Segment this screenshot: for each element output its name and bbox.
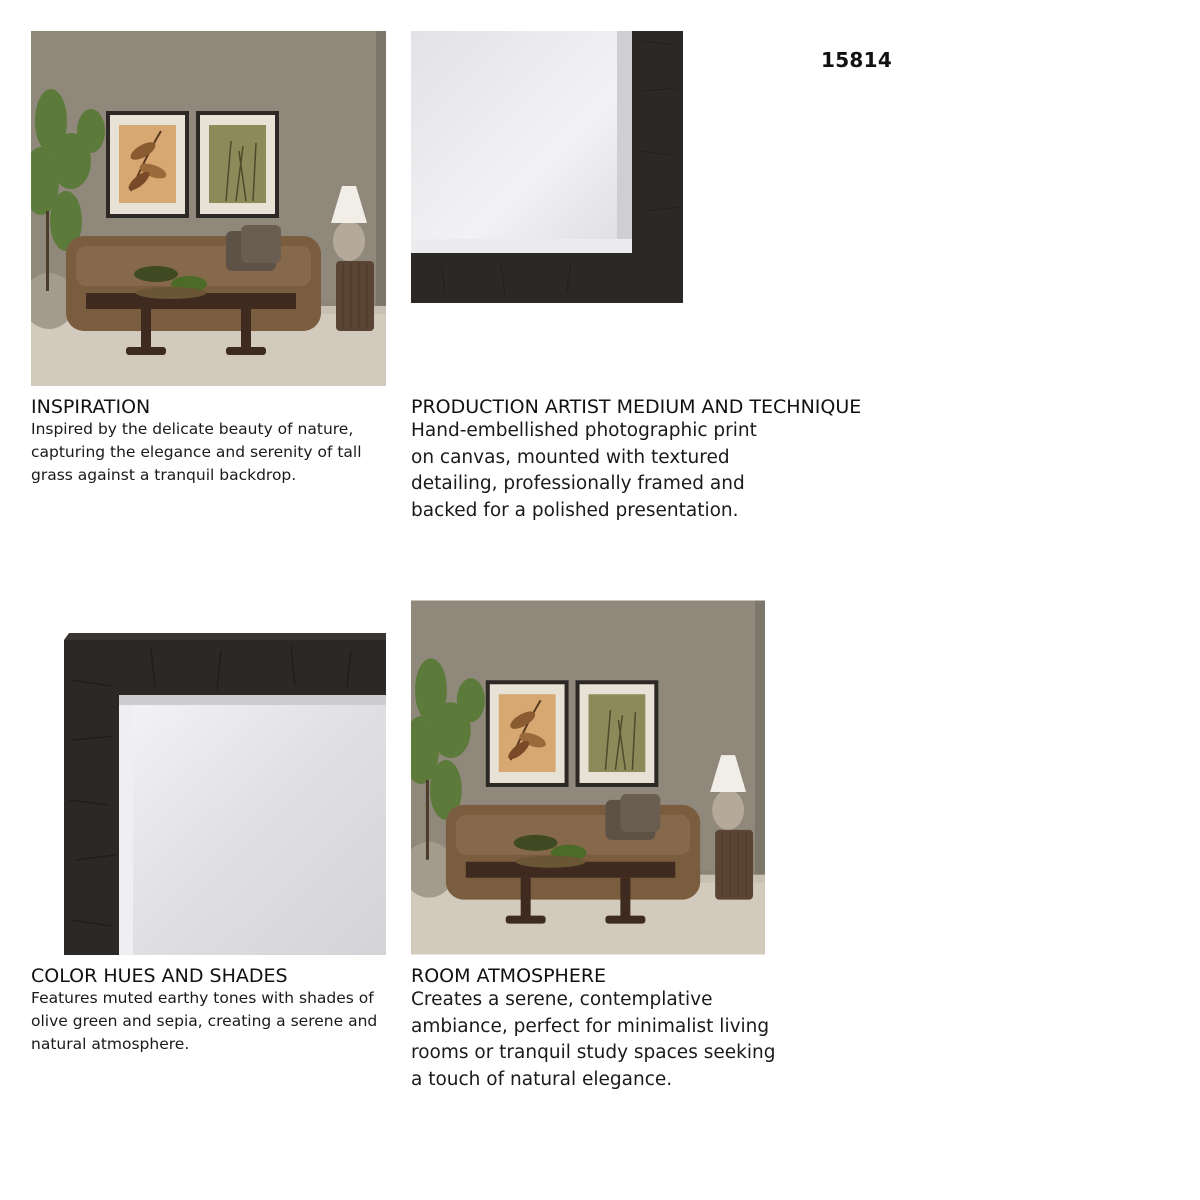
- color-text: [31, 987, 396, 1056]
- room-text: [411, 987, 831, 1093]
- color-heading: COLOR HUES AND SHADES: [31, 965, 288, 987]
- room-scene-photo: [31, 31, 386, 386]
- room-atmosphere-photo: [411, 600, 765, 955]
- room-scene-illustration: [31, 31, 386, 386]
- medium-line: on canvas, mounted with textured: [411, 446, 730, 468]
- frame-closeup-illustration: [31, 600, 386, 955]
- inspiration-line: capturing the elegance and serenity of tall: [31, 443, 362, 461]
- room-atmosphere-illustration: [411, 600, 765, 955]
- frame-corner-closeup-photo: [31, 600, 386, 955]
- frame-corner-photo: [411, 31, 683, 303]
- product-sku: 15814: [821, 48, 893, 72]
- color-line: Features muted earthy tones with shades of: [31, 989, 374, 1007]
- inspiration-heading: INSPIRATION: [31, 396, 151, 418]
- medium-line: Hand-embellished photographic print: [411, 420, 757, 441]
- inspiration-text: [31, 418, 391, 487]
- inspiration-line: Inspired by the delicate beauty of nature,: [31, 420, 354, 438]
- inspiration-line: grass against a tranquil backdrop.: [31, 466, 297, 484]
- medium-line: backed for a polished presentation.: [411, 499, 739, 521]
- room-line: ambiance, perfect for minimalist living: [411, 1015, 770, 1037]
- medium-line: detailing, professionally framed and: [411, 473, 745, 494]
- medium-heading: PRODUCTION ARTIST MEDIUM AND TECHNIQUE: [411, 396, 862, 418]
- color-line: olive green and sepia, creating a serene and: [31, 1012, 378, 1030]
- room-heading: ROOM ATMOSPHERE: [411, 965, 607, 987]
- room-line: Creates a serene, contemplative: [411, 989, 713, 1010]
- room-line: rooms or tranquil study spaces seeking: [411, 1042, 776, 1063]
- room-line: a touch of natural elegance.: [411, 1068, 673, 1090]
- medium-text: [411, 418, 831, 524]
- frame-corner-illustration: [411, 31, 683, 303]
- color-line: natural atmosphere.: [31, 1035, 190, 1053]
